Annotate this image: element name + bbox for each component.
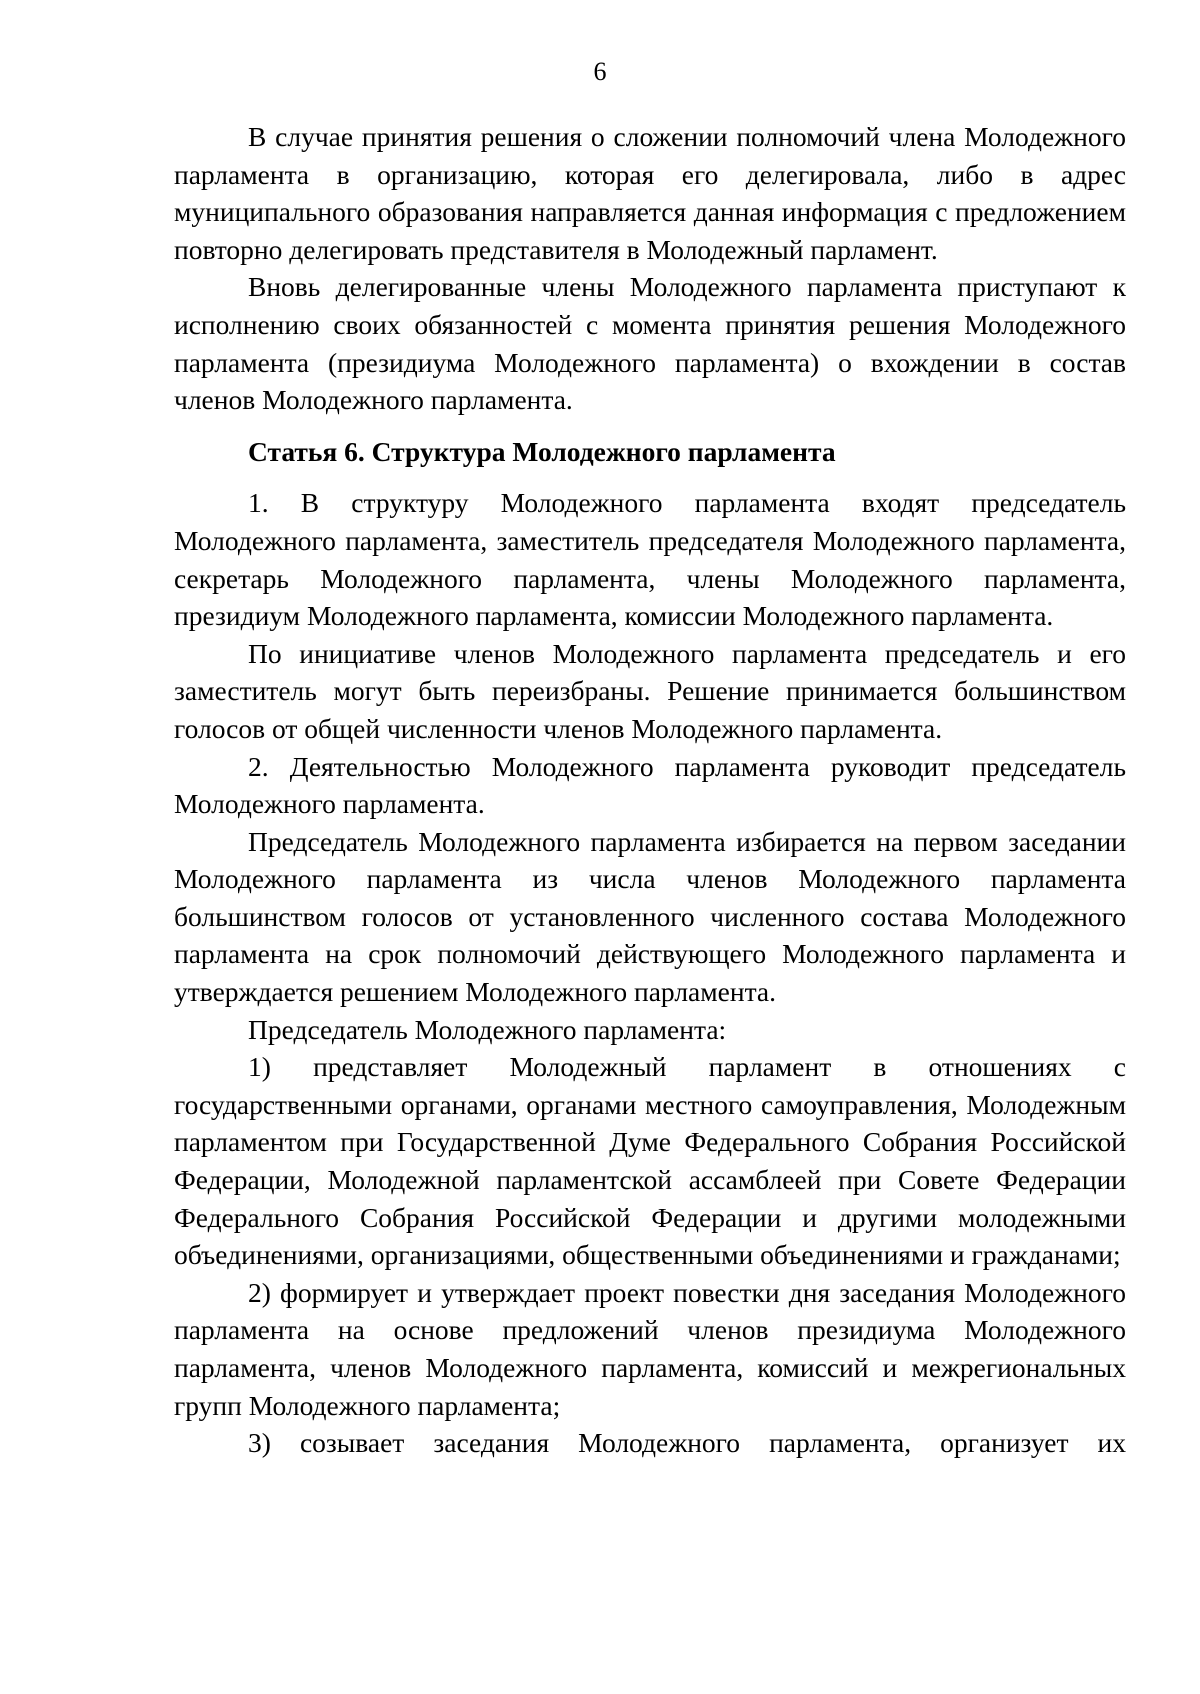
paragraph-structure: 1. В структуру Молодежного парламента входят председатель Молодежного парламента, заместитель председателя Молодежного парламента, секретарь Молодежного парламента, члены Молодежного парламента, президиум Молодежного парламента, комиссии Молодежного парламента. xyxy=(174,487,1126,632)
page-number: 6 xyxy=(593,57,607,86)
paragraph-chair-election: Председатель Молодежного парламента избирается на первом заседании Молодежного парламента из числа членов Молодежного парламента большинством голосов от установленного численного состава Молодежного парламента на срок полномочий действующего Молодежного парламента и утверждается решением Молодежного парламента. xyxy=(174,825,1126,1008)
paragraph-leadership: 2. Деятельностью Молодежного парламента руководит председатель Молодежного парламента. xyxy=(174,750,1126,820)
paragraph-reelection: По инициативе членов Молодежного парламента председатель и его заместитель могут быть переизбраны. Решение принимается большинством голосов от общей численности членов Молодежного парламента. xyxy=(174,637,1126,744)
paragraph-chair-duties-intro: Председатель Молодежного парламента: xyxy=(248,1013,727,1045)
list-item-convenes: 3) созывает заседания Молодежного парламента, организует их xyxy=(248,1427,1126,1459)
list-item-agenda: 2) формирует и утверждает проект повестки дня заседания Молодежного парламента на основе предложений членов президиума Молодежного парламента, членов Молодежного парламента, комиссий и межрегиональных групп Молодежного парламента; xyxy=(174,1276,1126,1421)
article-heading: Статья 6. Структура Молодежного парламента xyxy=(248,435,836,467)
paragraph-resignation-info: В случае принятия решения о сложении полномочий члена Молодежного парламента в организацию, которая его делегировала, либо в адрес муниципального образования направляется данная информация с предложением повторно делегировать представителя в Молодежный парламент. xyxy=(174,121,1126,265)
page-body xyxy=(174,118,1126,1462)
list-item-represents: 1) представляет Молодежный парламент в отношениях с государственными органами, органами местного самоуправления, Молодежным парламентом при Государственной Думе Федерального Собрания Российской Федерации, Молодежной парламентской ассамблеей при Совете Федерации Федерального Собрания Российской Федерации и другими молодежными объединениями, организациями, общественными объединениями и гражданами; xyxy=(174,1051,1126,1271)
paragraph-new-members: Вновь делегированные члены Молодежного парламента приступают к исполнению своих обязанностей с момента принятия решения Молодежного парламента (президиума Молодежного парламента) о вхождении в состав членов Молодежного парламента. xyxy=(174,271,1126,416)
